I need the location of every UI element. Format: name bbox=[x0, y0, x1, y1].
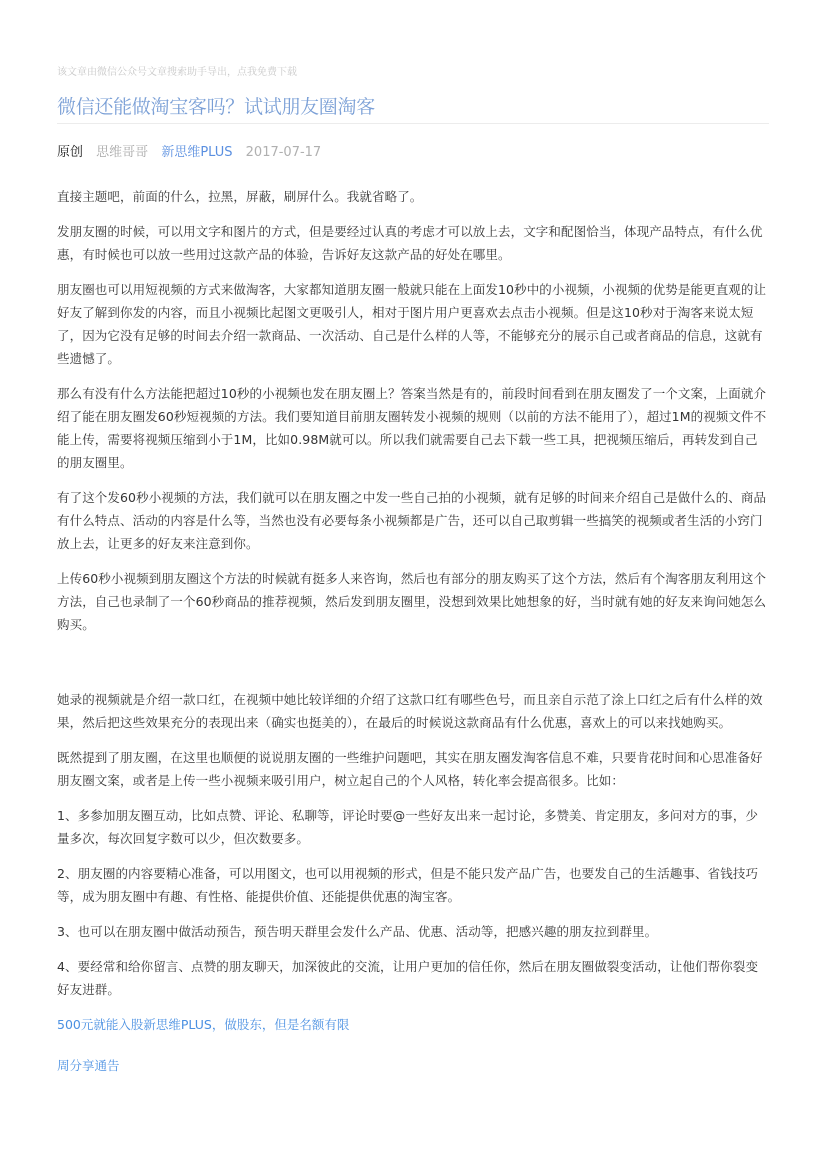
paragraph: 1、多参加朋友圈互动，比如点赞、评论、私聊等，评论时要@一些好友出来一起讨论，多赞美、肯定朋友，多问对方的事，少量多次，每次回复字数可以少，但次数要多。 bbox=[57, 808, 759, 846]
paragraph: 直接主题吧，前面的什么，拉黑，屏蔽，刷屏什么。我就省略了。 bbox=[57, 189, 423, 204]
paragraph: 4、要经常和给你留言、点赞的朋友聊天，加深彼此的交流，让用户更加的信任你，然后在朋友圈做裂变活动，让他们帮你裂变好友进群。 bbox=[57, 959, 759, 997]
paragraph: 上传60秒小视频到朋友圈这个方法的时候就有挺多人来咨询，然后也有部分的朋友购买了这个方法，然后有个淘客朋友利用这个方法，自己也录制了一个60秒商品的推荐视频，然后发到朋友圈里，没想到效果比她想象的好，当时就有她的好友来询问她怎么购买。 bbox=[57, 571, 767, 632]
title-divider bbox=[57, 123, 769, 124]
paragraph: 发朋友圈的时候，可以用文字和图片的方式，但是要经过认真的考虑才可以放上去，文字和配图恰当，体现产品特点，有什么优惠，有时候也可以放一些用过这款产品的体验，告诉好友这款产品的好处在哪里。 bbox=[57, 224, 763, 262]
paragraph: 她录的视频就是介绍一款口红，在视频中她比较详细的介绍了这款口红有哪些色号，而且亲自示范了涂上口红之后有什么样的效果，然后把这些效果充分的表现出来（确实也挺美的），在最后的时候说这款商品有什么优惠，喜欢上的可以来找她购买。 bbox=[57, 692, 763, 730]
publish-date: 2017-07-17 bbox=[245, 145, 322, 160]
weekly-share-link[interactable]: 周分享通告 bbox=[57, 1058, 120, 1073]
paragraph: 2、朋友圈的内容要精心准备，可以用图文，也可以用视频的形式，但是不能只发产品广告，也要发自己的生活趣事、省钱技巧等，成为朋友圈中有趣、有性格、能提供价值、还能提供优惠的淘宝客。 bbox=[57, 866, 759, 904]
author-name: 思维哥哥 bbox=[96, 145, 149, 160]
shareholder-link[interactable]: 500元就能入股新思维PLUS，做股东，但是名额有限 bbox=[57, 1017, 350, 1032]
paragraph: 那么有没有什么方法能把超过10秒的小视频也发在朋友圈上？答案当然是有的，前段时间看到在朋友圈发了一个文案，上面就介绍了能在朋友圈发60秒短视频的方法。我们要知道目前朋友圈转发小视频的规则（以前的方法不能用了），超过1M的视频文件不能上传，需要将视频压缩到小于1M，比如0.98M就可以。所以我们就需要自己去下载一些工具，把视频压缩后，再转发到自己的朋友圈里。 bbox=[57, 386, 767, 470]
article-title: 微信还能做淘宝客吗？试试朋友圈淘客 bbox=[57, 96, 375, 118]
paragraph: 有了这个发60秒小视频的方法，我们就可以在朋友圈之中发一些自己拍的小视频，就有足够的时间来介绍自己是做什么的、商品有什么特点、活动的内容是什么等，当然也没有必要每条小视频都是广告，还可以自己取剪辑一些搞笑的视频或者生活的小窍门放上去，让更多的好友来注意到你。 bbox=[57, 490, 767, 551]
article-body bbox=[57, 185, 769, 1095]
export-notice-link[interactable]: 该文章由微信公众号文章搜索助手导出，点我免费下载 bbox=[57, 67, 297, 78]
article-meta bbox=[57, 141, 330, 160]
paragraph: 既然提到了朋友圈，在这里也顺便的说说朋友圈的一些维护问题吧，其实在朋友圈发淘客信息不难，只要肯花时间和心思准备好朋友圈文案，或者是上传一些小视频来吸引用户，树立起自己的个人风格，转化率会提高很多。比如： bbox=[57, 750, 763, 788]
image-gap bbox=[57, 648, 769, 688]
original-label: 原创 bbox=[57, 145, 84, 160]
paragraph: 3、也可以在朋友圈中做活动预告，预告明天群里会发什么产品、优惠、活动等，把感兴趣的朋友拉到群里。 bbox=[57, 924, 658, 939]
paragraph: 朋友圈也可以用短视频的方式来做淘客，大家都知道朋友圈一般就只能在上面发10秒中的小视频，小视频的优势是能更直观的让好友了解到你发的内容，而且小视频比起图文更吸引人，相对于图片用户更喜欢去点击小视频。但是这10秒对于淘客来说太短了，因为它没有足够的时间去介绍一款商品、一次活动、自己是什么样的人等，不能够充分的展示自己或者商品的信息，这就有些遗憾了。 bbox=[57, 282, 767, 366]
account-link[interactable]: 新思维PLUS bbox=[161, 145, 233, 160]
